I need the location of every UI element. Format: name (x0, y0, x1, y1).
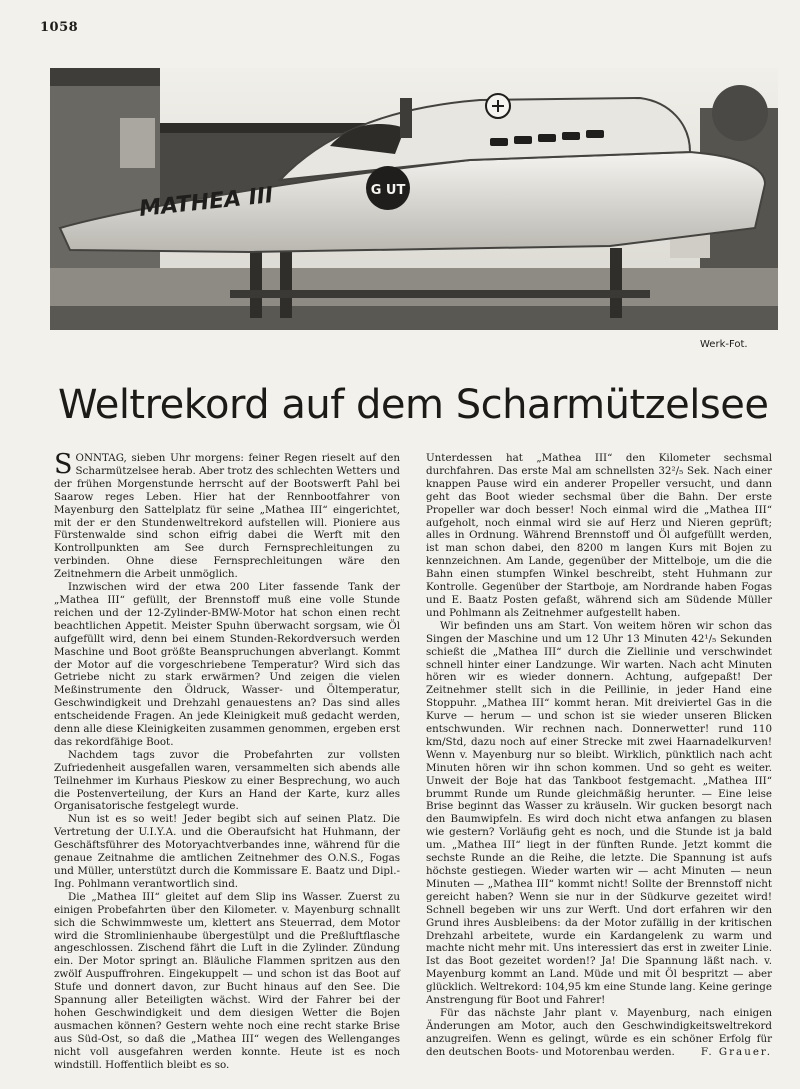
article-title: Weltrekord auf dem Scharmützelsee (58, 382, 769, 428)
article-paragraph: Nun ist es so weit! Jeder begibt sich auf seinen Platz. Die Vertretung der U.I.Y.A. und die Oberaufsicht hat Huhmann, der Geschäftsführer des Motoryachtverbandes inne, während für die genaue Zeitnahme die amtlichen Zeitnehmer des O.N.S., Fogas und Müller, unterstützt durch die Kommissare E. Baatz und Dipl.-Ing. Pohlmann verantwortlich sind. (54, 813, 400, 890)
article-paragraph: Die „Mathea III“ gleitet auf dem Slip ins Wasser. Zuerst zu einigen Probefahrten über den Kilometer. v. Mayenburg schnallt sich die Schwimmweste um, klettert ans Steuerrad, dem Motor wird die Stromlinienhaube übergestülpt und die Preßluftflasche angeschlossen. Zischend fährt die Luft in die Zylinder. Zündung ein. Der Motor springt an. Bläuliche Flammen spritzen aus den zwölf Auspuffrohren. Eingekuppelt — und schon ist das Boot auf Stufe und donnert davon, zur Bucht hinaus auf den See. Die Spannung aller Beteiligten wächst. Wird der Fahrer bei der hohen Geschwindigkeit und dem diesigen Wetter die Bojen ausmachen können? Gestern wehte noch eine recht starke Brise aus Süd-Ost, so daß die „Mathea III“ wegen des Wellenganges nicht voll ausgefahren werden konnte. Heute ist es noch windstill. Hoffentlich bleibt es so. (54, 890, 400, 1071)
racing-boat-illustration (50, 68, 778, 330)
article-paragraph: Inzwischen wird der etwa 200 Liter fassende Tank der „Mathea III“ gefüllt, der Brennstoff muß eine volle Stunde reichen und der 12-Zylinder-BMW-Motor hat schon einen recht beachtlichen Appetit. Meister Spuhn überwacht sorgsam, wie Öl aufgefüllt wird, denn bei einem Stunden-Rekordversuch werden Maschine und Boot größte Beanspruchungen abverlangt. Kommt der Motor auf die vorgeschriebene Temperatur? Wird sich das Getriebe nicht zu stark erwärmen? Und zeigen die vielen Meßinstrumente den Öldruck, Wasser- und Öltemperatur, Geschwindigkeit und Drehzahl genauestens an? Das sind alles entscheidende Fragen. An jede Kleinigkeit muß gedacht werden, denn alle diese Kleinigkeiten zusammen genommen, ergeben erst das rekordfähige Boot. (54, 581, 400, 748)
author-signature: F. Grauer. (700, 1045, 772, 1058)
article-paragraph: Nachdem tags zuvor die Probefahrten zur vollsten Zufriedenheit ausgefallen waren, versammelten sich abends alle Teilnehmer im Kurhaus Pieskow zu einer Besprechung, wo auch die Postenverteilung, der Kurs an Hand der Karte, kurz alles Organisatorische festgelegt wurde. (54, 748, 400, 813)
article-paragraph: Wir befinden uns am Start. Von weitem hören wir schon das Singen der Maschine und um 12 Uhr 13 Minuten 42¹/₅ Sekunden schießt die „Mathea III“ durch die Ziellinie und verschwindet schnell hinter einer Landzunge. Wir warten. Nach acht Minuten hören wir es wieder donnern. Achtung, aufgepaßt! Der Zeitnehmer stellt sich in die Peillinie, in jeder Hand eine Stoppuhr. „Mathea III“ kommt heran. Mit dreiviertel Gas in die Kurve — herum — und schon ist sie wieder unseren Blicken entschwunden. Wir rechnen nach. Donnerwetter! rund 110 km/Std, dazu noch auf einer Strecke mit zwei Haarnadelkurven! Wenn v. Mayenburg nur so bleibt. Wirklich, pünktlich nach acht Minuten hören wir ihn schon kommen. Und so geht es weiter. Unweit der Boje hat das Tankboot festgemacht. „Mathea III“ brummt Runde um Runde gleichmäßig herunter. — Eine leise Brise beginnt das Wasser zu kräuseln. Wir gucken besorgt nach den Baumwipfeln. Es wird doch nicht etwa anfangen zu blasen wie gestern? Vorläufig geht es noch, und die Stunde ist ja bald um. „Mathea III“ liegt in der fünften Runde. Jetzt kommt die sechste Runde an die Reihe, die letzte. Die Spannung ist aufs höchste gestiegen. Wieder warten wir — acht Minuten — neun Minuten — „Mathea III“ kommt nicht! Sollte der Brennstoff nicht gereicht haben? Wenn sie nur in der Südkurve gezeitet wird! Schnell begeben wir uns zur Werft. Und dort erfahren wir den Grund ihres Ausbleibens: da der Motor zufällig in der kritischen Drehzahl arbeitete, wurde ein Kardangelenk zu warm und machte nicht mehr mit. Uns interessiert das erst in zweiter Linie. Ist das Boot gezeitet worden!? Ja! Die Spannung läßt nach. v. Mayenburg kommt an Land. Müde und mit Öl bespritzt — aber glücklich. Weltrekord: 104,95 km eine Stunde lang. Keine geringe Anstrengung für Boot und Fahrer! (426, 619, 772, 1007)
photo-credit: Werk-Fot. (700, 339, 748, 350)
emblem-letters: G UT (370, 183, 406, 198)
article-column-right (426, 452, 772, 1059)
boat-photo (50, 68, 778, 330)
article-paragraph: Für das nächste Jahr plant v. Mayenburg, nach einigen Änderungen am Motor, auch den Geschwindigkeitsweltrekord anzugreifen. Wenn es gelingt, würde es ein schöner Erfolg für den deutschen Boots- und Motorenbau werden. F. Grauer. (426, 1006, 772, 1058)
page-number: 1058 (40, 20, 79, 35)
boat-name: MATHEA III (138, 183, 275, 222)
article-paragraph: SONNTAG, sieben Uhr morgens: feiner Regen rieselt auf den Scharmützelsee herab. Aber trotz des schlechten Wetters und der frühen Morgenstunde herrscht auf der Bootswerft Pahl bei Saarow reges Leben. Hier hat der Rennbootfahrer von Mayenburg den Sattelplatz für seine „Mathea III“ eingerichtet, mit der er den Stundenweltrekord aufstellen will. Pioniere aus Fürstenwalde sind schon eifrig dabei die Werft mit den Kontrollpunkten am See durch Fernsprechleitungen zu verbinden. Ohne diese Fernsprechleitungen wäre den Zeitnehmern die Arbeit unmöglich. (54, 449, 400, 581)
article-column-left (54, 449, 400, 1072)
drop-cap: S (54, 449, 73, 480)
article-paragraph: Unterdessen hat „Mathea III“ den Kilometer sechsmal durchfahren. Das erste Mal am schnellsten 32²/₅ Sek. Nach einer knappen Pause wird ein anderer Propeller versucht, und dann geht das Boot wieder sechsmal über die Bahn. Der erste Propeller war doch besser! Noch einmal wird die „Mathea III“ aufgeholt, noch einmal wird sie auf Herz und Nieren geprüft; alles in Ordnung. Während Brennstoff und Öl aufgefüllt werden, ist man schon dabei, den 8200 m langen Kurs mit Bojen zu kennzeichnen. Am Lande, gegenüber der Mittelboje, um die die Bahn einen stumpfen Winkel beschreibt, steht Huhmann zur Kontrolle. Gegenüber der Startboje, am Nordrande haben Fogas und E. Baatz Posten gefaßt, während sich am Südende Müller und Pohlmann als Zeitnehmer aufgestellt haben. (426, 452, 772, 619)
